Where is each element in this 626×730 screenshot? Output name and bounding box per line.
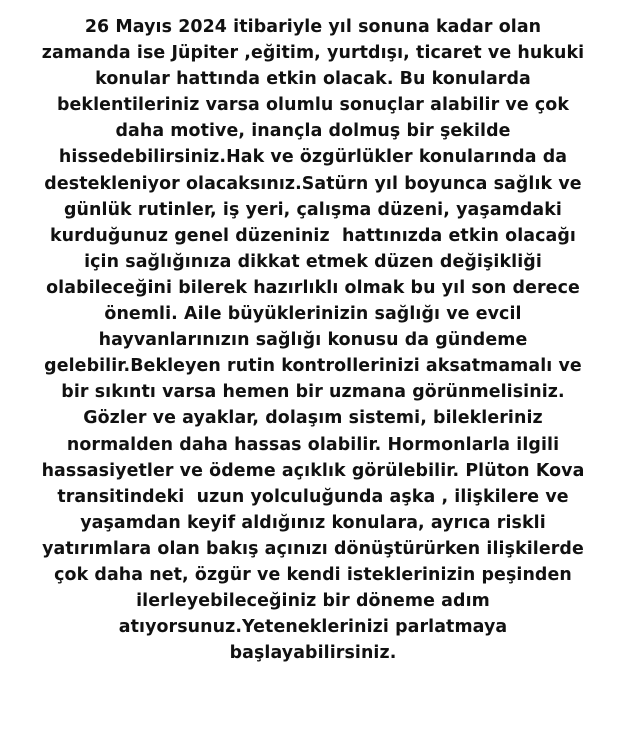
text-line: kurduğunuz genel düzeniniz hattınızda etkin olacağı (50, 225, 576, 246)
text-line: daha motive, inançla dolmuş bir şekilde (115, 121, 511, 142)
text-line: Gözler ve ayaklar, dolaşım sistemi, bilekleriniz (83, 408, 543, 429)
text-line: önemli. Aile büyüklerinizin sağlığı ve evcil (104, 304, 522, 325)
text-line: hassasiyetler ve ödeme açıklık görülebilir. Plüton Kova (41, 460, 585, 481)
text-line: konular hattında etkin olacak. Bu konularda (95, 69, 531, 90)
text-line: normalden daha hassas olabilir. Hormonlarla ilgili (66, 434, 560, 455)
text-line: ilerleyebileceğiniz bir döneme adım (136, 591, 490, 612)
text-line: için sağlığınıza dikkat etmek düzen değişikliği (84, 251, 542, 272)
text-line: transitindeki uzun yolculuğunda aşka , ilişkilere ve (57, 486, 569, 507)
text-line: destekleniyor olacaksınız.Satürn yıl boyunca sağlık ve (44, 173, 582, 194)
text-line: yaşamdan keyif aldığınız konulara, ayrıca riskli (80, 512, 546, 533)
text-line: günlük rutinler, iş yeri, çalışma düzeni, yaşamdaki (64, 199, 562, 220)
text-line: hayvanlarınızın sağlığı konusu da gündeme (98, 330, 528, 351)
text-line: hissedebilirsiniz.Hak ve özgürlükler konularında da (58, 147, 568, 168)
text-line: olabileceğini bilerek hazırlıklı olmak bu yıl son derece (46, 277, 580, 298)
text-line: yatırımlara olan bakış açınızı dönüştürürken ilişkilerde (42, 538, 584, 559)
horoscope-paragraph (0, 14, 626, 666)
text-line: başlayabilirsiniz. (229, 643, 397, 664)
text-line: beklentileriniz varsa olumlu sonuçlar alabilir ve çok (56, 95, 570, 116)
text-line: çok daha net, özgür ve kendi isteklerinizin peşinden (54, 564, 572, 585)
text-line: gelebilir.Bekleyen rutin kontrollerinizi aksatmamalı ve (44, 356, 582, 377)
text-line: 26 Mayıs 2024 itibariyle yıl sonuna kadar olan (84, 17, 542, 37)
text-line: zamanda ise Jüpiter ,eğitim, yurtdışı, ticaret ve hukuki (41, 43, 585, 64)
text-line: bir sıkıntı varsa hemen bir uzmana görünmelisiniz. (61, 382, 565, 403)
text-line: atıyorsunuz.Yeteneklerinizi parlatmaya (118, 617, 508, 638)
